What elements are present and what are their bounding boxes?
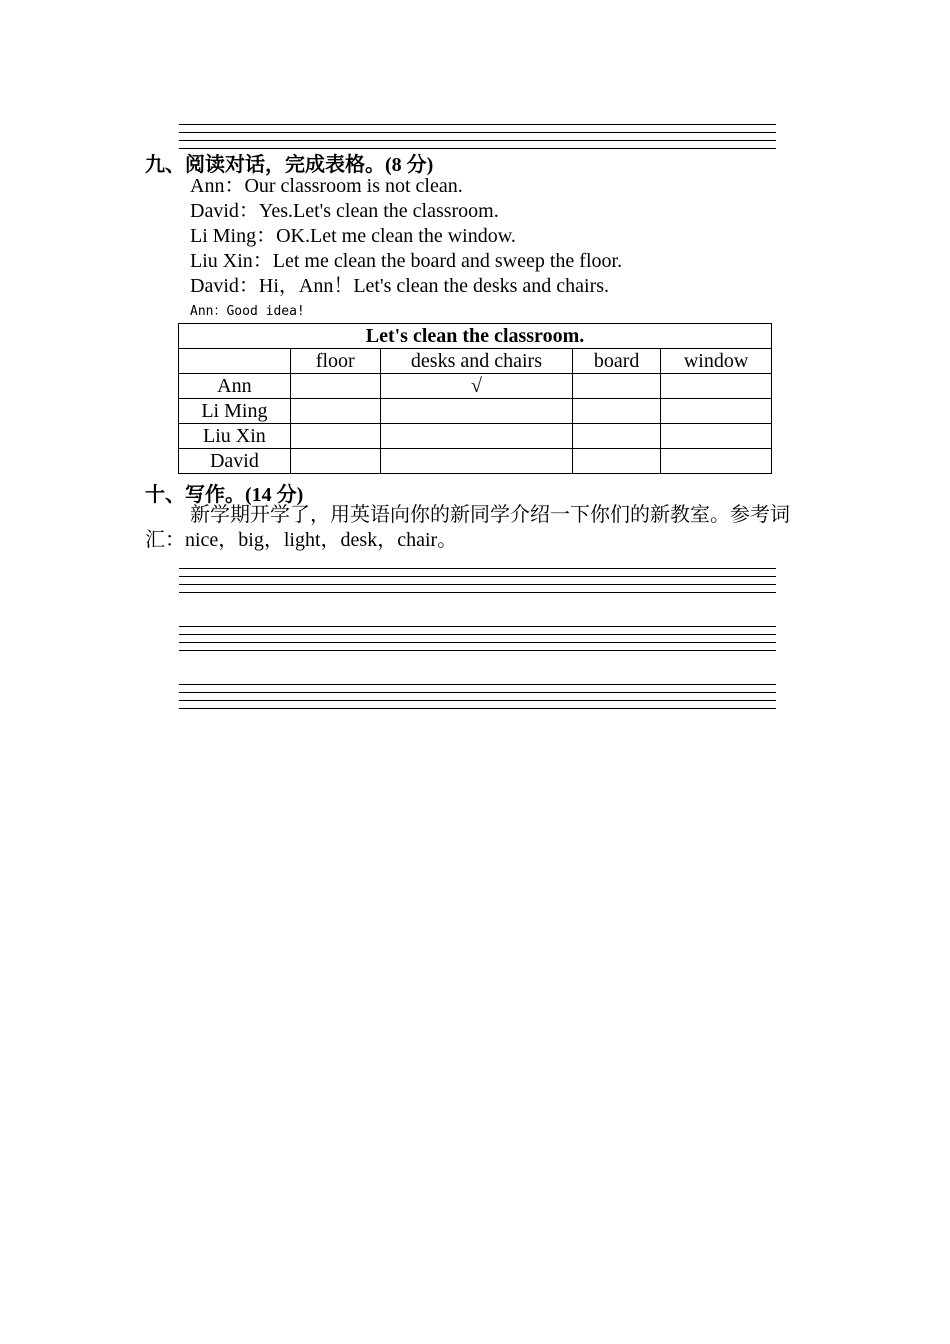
table-cell[interactable] — [573, 399, 661, 424]
table-cell[interactable] — [290, 449, 380, 474]
dialogue-line: Liu Xin：Let me clean the board and sweep the floor. — [190, 250, 623, 272]
table-row — [179, 449, 772, 474]
table-header-row — [179, 349, 772, 374]
dialogue-line: Ann：Our classroom is not clean. — [190, 175, 463, 197]
section-10-heading: 十、写作。(14 分) — [145, 484, 304, 506]
table-cell[interactable] — [380, 424, 573, 449]
column-header: board — [573, 349, 661, 374]
table-cell[interactable]: √ — [380, 374, 573, 399]
table-cell[interactable] — [290, 424, 380, 449]
table-row — [179, 424, 772, 449]
cleaning-table — [178, 323, 772, 474]
writing-prompt-text: 新学期开学了，用英语向你的新同学介绍一下你们的新教室。参考词汇：nice，big，light，desk，chair。 — [145, 504, 790, 551]
row-name: Ann — [179, 374, 291, 399]
row-name: David — [179, 449, 291, 474]
table-cell[interactable] — [380, 399, 573, 424]
dialogue-line: David：Yes.Let's clean the classroom. — [190, 200, 499, 222]
dialogue-line: Li Ming：OK.Let me clean the window. — [190, 225, 516, 247]
table-row — [179, 374, 772, 399]
writing-lines-answer-2[interactable] — [179, 626, 776, 658]
column-header: floor — [290, 349, 380, 374]
table-cell[interactable] — [661, 449, 772, 474]
table-cell[interactable] — [661, 374, 772, 399]
writing-lines-answer-3[interactable] — [179, 684, 776, 716]
table-cell[interactable] — [290, 374, 380, 399]
writing-prompt — [145, 503, 810, 553]
row-name: Liu Xin — [179, 424, 291, 449]
column-header: desks and chairs — [380, 349, 573, 374]
table-cell[interactable] — [380, 449, 573, 474]
table-cell[interactable] — [290, 399, 380, 424]
table-row — [179, 399, 772, 424]
column-header: window — [661, 349, 772, 374]
table-cell[interactable] — [661, 424, 772, 449]
table-cell[interactable] — [661, 399, 772, 424]
writing-lines-answer-1[interactable] — [179, 568, 776, 600]
table-title-row — [179, 324, 772, 349]
dialogue-line: Ann：Good idea! — [190, 304, 305, 319]
row-name: Li Ming — [179, 399, 291, 424]
table-cell[interactable] — [573, 374, 661, 399]
table-title: Let's clean the classroom. — [179, 324, 772, 349]
column-header — [179, 349, 291, 374]
table-cell[interactable] — [573, 424, 661, 449]
table-cell[interactable] — [573, 449, 661, 474]
dialogue-line: David：Hi，Ann！Let's clean the desks and chairs. — [190, 275, 610, 297]
section-9-heading: 九、阅读对话，完成表格。(8 分) — [145, 154, 434, 176]
